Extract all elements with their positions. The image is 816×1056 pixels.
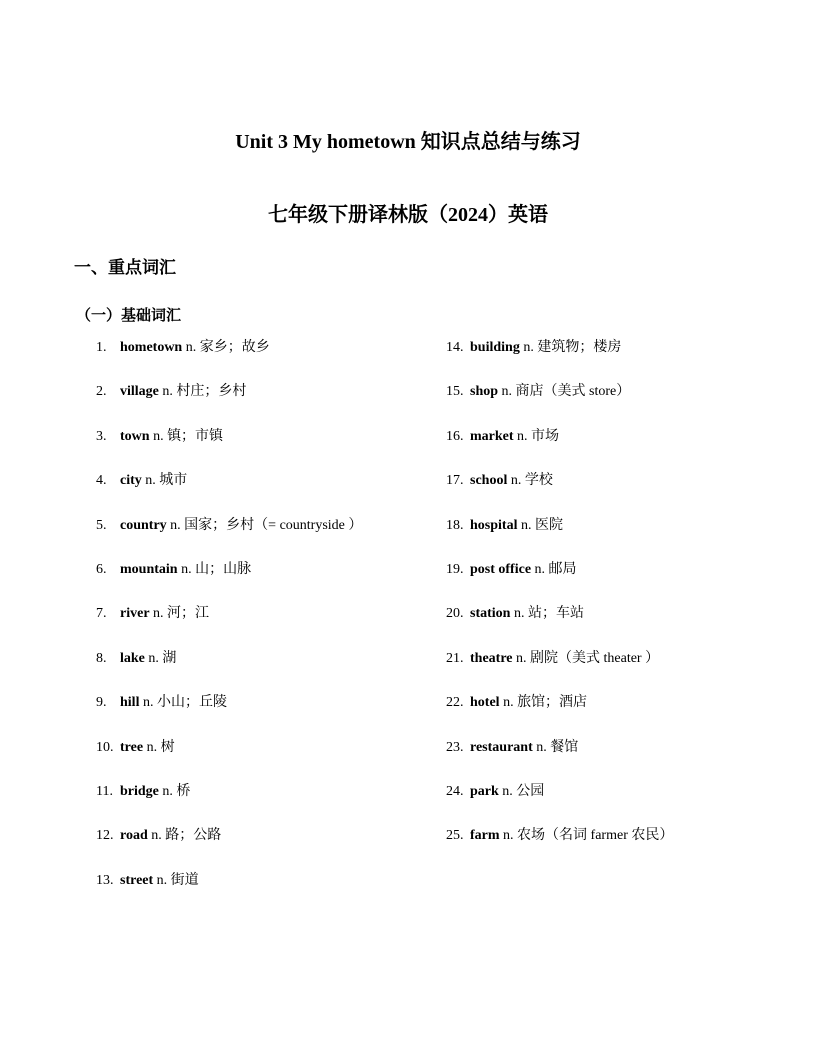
item-number: 23.	[446, 739, 464, 755]
list-item	[96, 382, 362, 426]
vocab-definition: n. 湖	[144, 650, 177, 666]
vocab-word: street	[120, 872, 154, 888]
page-title: Unit 3 My hometown 知识点总结与练习	[235, 131, 581, 153]
list-item	[96, 516, 362, 560]
list-item	[446, 382, 673, 426]
vocab-definition: n. 学校	[507, 473, 553, 489]
item-number: 24.	[446, 783, 464, 799]
item-number: 20.	[446, 606, 464, 622]
vocab-list-left	[96, 338, 362, 915]
item-number: 7.	[96, 606, 107, 622]
vocab-word: shop	[470, 384, 499, 400]
vocab-definition: n. 建筑物；楼房	[519, 340, 622, 355]
vocab-word: hospital	[470, 517, 518, 533]
item-number: 3.	[96, 428, 107, 444]
list-item	[96, 826, 362, 870]
list-item	[96, 338, 362, 382]
vocab-word: school	[470, 473, 508, 489]
item-number: 17.	[446, 473, 464, 489]
list-item	[446, 826, 673, 870]
item-number: 11.	[96, 783, 113, 799]
vocab-word: lake	[120, 650, 145, 666]
vocab-definition: n. 市场	[513, 428, 560, 444]
item-number: 13.	[96, 872, 114, 888]
vocab-definition: n. 农场（名词 farmer 农民）	[499, 828, 674, 844]
list-item	[446, 516, 673, 560]
vocab-definition: n. 路；公路	[147, 828, 222, 844]
vocab-word: bridge	[120, 783, 159, 799]
vocab-definition: n. 站；车站	[510, 606, 584, 622]
vocab-word: city	[120, 473, 142, 489]
list-item	[446, 782, 673, 826]
vocab-definition: n. 镇；市镇	[149, 428, 224, 444]
vocab-definition: n. 村庄；乡村	[158, 384, 247, 400]
vocab-word: farm	[470, 828, 500, 844]
item-number: 8.	[96, 650, 107, 666]
list-item	[96, 649, 362, 693]
item-number: 16.	[446, 428, 464, 444]
item-number: 14.	[446, 340, 464, 355]
list-item	[96, 738, 362, 782]
vocab-definition: n. 剧院（美式 theater ）	[512, 650, 660, 666]
item-number: 12.	[96, 828, 114, 844]
item-number: 10.	[96, 739, 114, 755]
vocab-word: town	[120, 428, 150, 444]
vocab-definition: n. 医院	[517, 517, 563, 533]
vocab-definition: n. 公园	[498, 783, 545, 799]
vocab-word: theatre	[470, 650, 513, 666]
vocab-word: post office	[470, 561, 532, 577]
item-number: 15.	[446, 384, 464, 400]
section-heading: 一、重点词汇	[74, 258, 176, 277]
vocab-definition: n. 国家；乡村（= countryside ）	[166, 517, 363, 533]
vocab-definition: n. 桥	[158, 783, 191, 799]
page-subtitle: 七年级下册译林版（2024）英语	[268, 204, 548, 226]
item-number: 4.	[96, 473, 107, 489]
vocab-word: river	[120, 606, 150, 622]
list-item	[96, 560, 362, 604]
item-number: 2.	[96, 384, 107, 400]
list-item	[446, 604, 673, 648]
list-item	[96, 782, 362, 826]
list-item	[96, 871, 362, 915]
vocab-word: station	[470, 606, 511, 622]
vocab-word: country	[120, 517, 167, 533]
item-number: 25.	[446, 828, 464, 844]
vocab-definition: n. 小山；丘陵	[139, 695, 227, 711]
vocab-definition: n. 家乡；故乡	[182, 340, 270, 355]
vocab-word: building	[470, 340, 520, 355]
vocab-definition: n. 山；山脉	[177, 561, 252, 577]
vocab-word: hill	[120, 695, 140, 711]
vocab-word: restaurant	[470, 739, 533, 755]
list-item	[446, 427, 673, 471]
item-number: 6.	[96, 561, 107, 577]
item-number: 5.	[96, 517, 107, 533]
vocab-definition: n. 城市	[141, 473, 188, 489]
vocab-definition: n. 街道	[153, 872, 199, 888]
vocab-definition: n. 餐馆	[532, 739, 579, 755]
vocab-list-right	[446, 338, 673, 871]
vocab-definition: n. 旅馆；酒店	[499, 695, 588, 711]
vocab-definition: n. 商店（美式 store）	[498, 384, 631, 400]
vocab-definition: n. 邮局	[531, 561, 577, 577]
list-item	[446, 649, 673, 693]
subsection-heading: （一）基础词汇	[76, 308, 182, 324]
vocab-word: hotel	[470, 695, 500, 711]
list-item	[446, 338, 673, 382]
item-number: 9.	[96, 695, 107, 711]
list-item	[446, 693, 673, 737]
list-item	[96, 471, 362, 515]
vocab-definition: n. 河；江	[149, 606, 210, 622]
vocab-word: tree	[120, 739, 144, 755]
item-number: 19.	[446, 561, 464, 577]
vocab-word: park	[470, 783, 499, 799]
item-number: 1.	[96, 340, 107, 355]
list-item	[96, 604, 362, 648]
list-item	[446, 560, 673, 604]
vocab-word: market	[470, 428, 514, 444]
vocab-word: mountain	[120, 561, 178, 577]
vocab-word: village	[120, 384, 159, 400]
list-item	[446, 738, 673, 782]
vocab-word: road	[120, 828, 148, 844]
item-number: 22.	[446, 695, 464, 711]
vocab-definition: n. 树	[143, 739, 175, 755]
item-number: 21.	[446, 650, 464, 666]
list-item	[96, 693, 362, 737]
item-number: 18.	[446, 517, 464, 533]
list-item	[446, 471, 673, 515]
list-item	[96, 427, 362, 471]
vocab-word: hometown	[120, 340, 183, 355]
